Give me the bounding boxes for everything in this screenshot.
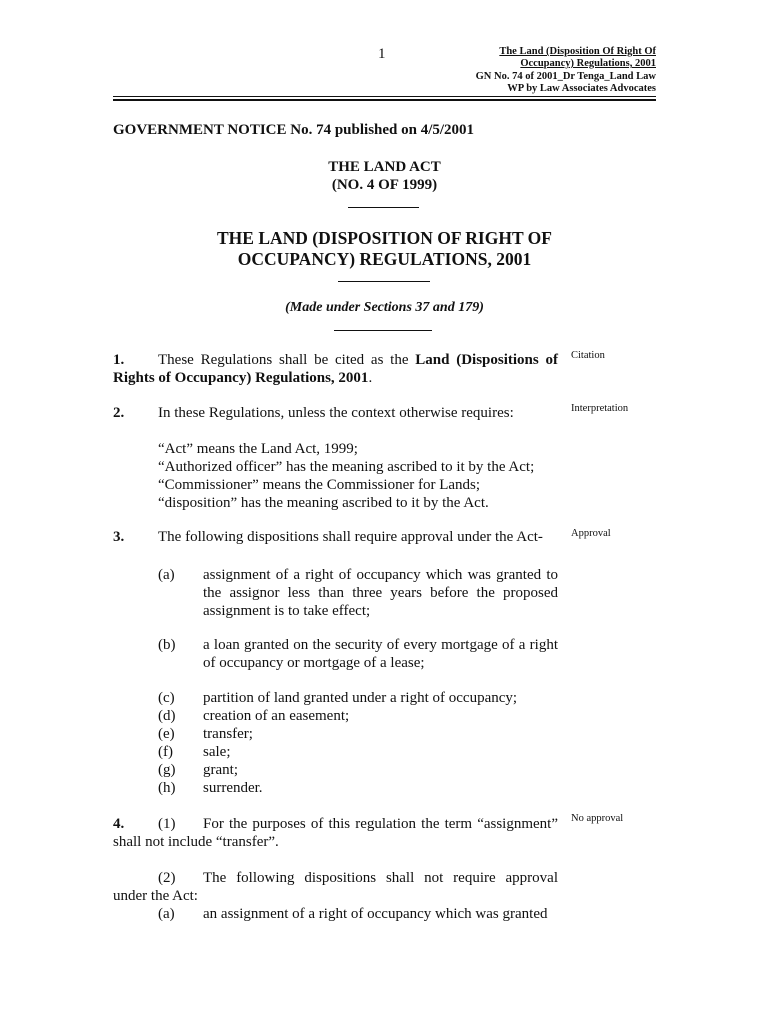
act-line2: (NO. 4 OF 1999): [331, 177, 438, 193]
divider-short: [348, 207, 419, 208]
item-label: (e): [158, 726, 175, 742]
margin-note-interpretation: Interpretation: [571, 403, 629, 414]
item-label: (b): [158, 637, 176, 653]
header-title-line1: The Land (Disposition Of Right Of: [499, 46, 656, 57]
section-text-end: .: [368, 370, 373, 386]
list-item: [158, 779, 517, 797]
title-line1: THE LAND (DISPOSITION OF RIGHT OF: [217, 228, 552, 248]
made-under: (Made under Sections 37 and 179): [285, 300, 484, 315]
margin-note-citation: Citation: [571, 350, 605, 361]
section-3-text: The following dispositions shall require approval under the Act-: [158, 529, 543, 545]
item-label: (a): [158, 567, 175, 583]
subsection-text: The following dispositions shall not require approval under the Act:: [113, 870, 558, 904]
header-divider-thick: [113, 99, 656, 101]
item-text: transfer;: [203, 726, 253, 742]
item-text: assignment of a right of occupancy which was granted to the assignor less than three years before the proposed assignment is to take effect;: [203, 567, 558, 619]
item-text: a loan granted on the security of every mortgage of a right of occupancy or mortgage of a lease;: [203, 637, 558, 671]
item-label: (d): [158, 708, 176, 724]
header-divider-thin: [113, 96, 656, 97]
section-text: These Regulations shall be cited as the: [158, 352, 416, 368]
item-text: surrender.: [203, 780, 263, 796]
item-text: partition of land granted under a right of occupancy;: [203, 690, 518, 706]
section-number: 4.: [113, 816, 125, 832]
subsection-label: (1): [158, 816, 176, 832]
margin-note-no-approval: No approval: [571, 813, 624, 824]
definition-disposition: “disposition” has the meaning ascribed to it by the Act.: [158, 495, 489, 511]
section-number: 2.: [113, 405, 125, 421]
notice-heading: GOVERNMENT NOTICE No. 74 published on 4/5/2001: [113, 122, 475, 138]
item-label: (c): [158, 690, 175, 706]
definition-authorized-officer: “Authorized officer” has the meaning ascribed to it by the Act;: [158, 459, 535, 475]
regulations-title: [113, 228, 656, 270]
definition-act: “Act” means the Land Act, 1999;: [158, 441, 358, 457]
section-2-text: In these Regulations, unless the context otherwise requires:: [158, 405, 514, 421]
header-reference: GN No. 74 of 2001_Dr Tenga_Land Law: [475, 71, 656, 82]
item-label: (g): [158, 762, 176, 778]
title-line2: OCCUPANCY) REGULATIONS, 2001: [237, 249, 532, 269]
item-label: (a): [158, 906, 175, 922]
definition-commissioner: “Commissioner” means the Commissioner for Lands;: [158, 477, 481, 493]
header-publisher: WP by Law Associates Advocates: [507, 83, 656, 94]
list-item: [158, 707, 517, 725]
subsection-label: (2): [158, 870, 176, 886]
list-item: [158, 689, 517, 707]
subsection-text: For the purposes of this regulation the term “assignment” shall not include “transfer”.: [113, 816, 558, 850]
list-item: [158, 761, 517, 779]
item-text: creation of an easement;: [203, 708, 350, 724]
item-text: sale;: [203, 744, 231, 760]
list-item: [158, 743, 517, 761]
page-number: 1: [378, 46, 386, 62]
divider-short: [338, 281, 430, 282]
header-title-line2: Occupancy) Regulations, 2001: [520, 58, 656, 69]
section-1: [113, 351, 558, 387]
section-4-sub2: [113, 869, 558, 905]
regulations-short-title: Land (Dispositions of Rights of Occupancy) Regulations, 2001: [113, 352, 558, 386]
item-label: (h): [158, 780, 176, 796]
list-item: [158, 725, 517, 743]
margin-note-approval: Approval: [571, 528, 611, 539]
section-number: 3.: [113, 529, 125, 545]
item-text: grant;: [203, 762, 238, 778]
section-4-sub1: [113, 815, 558, 851]
item-text: an assignment of a right of occupancy which was granted: [203, 906, 548, 922]
act-line1: THE LAND ACT: [328, 159, 441, 175]
divider-short: [334, 330, 432, 331]
definition-list: [158, 440, 534, 512]
item-list-short: [158, 689, 517, 797]
section-number: 1.: [113, 352, 125, 368]
item-label: (f): [158, 744, 173, 760]
running-header-title: [499, 46, 656, 70]
act-name: [113, 158, 656, 194]
